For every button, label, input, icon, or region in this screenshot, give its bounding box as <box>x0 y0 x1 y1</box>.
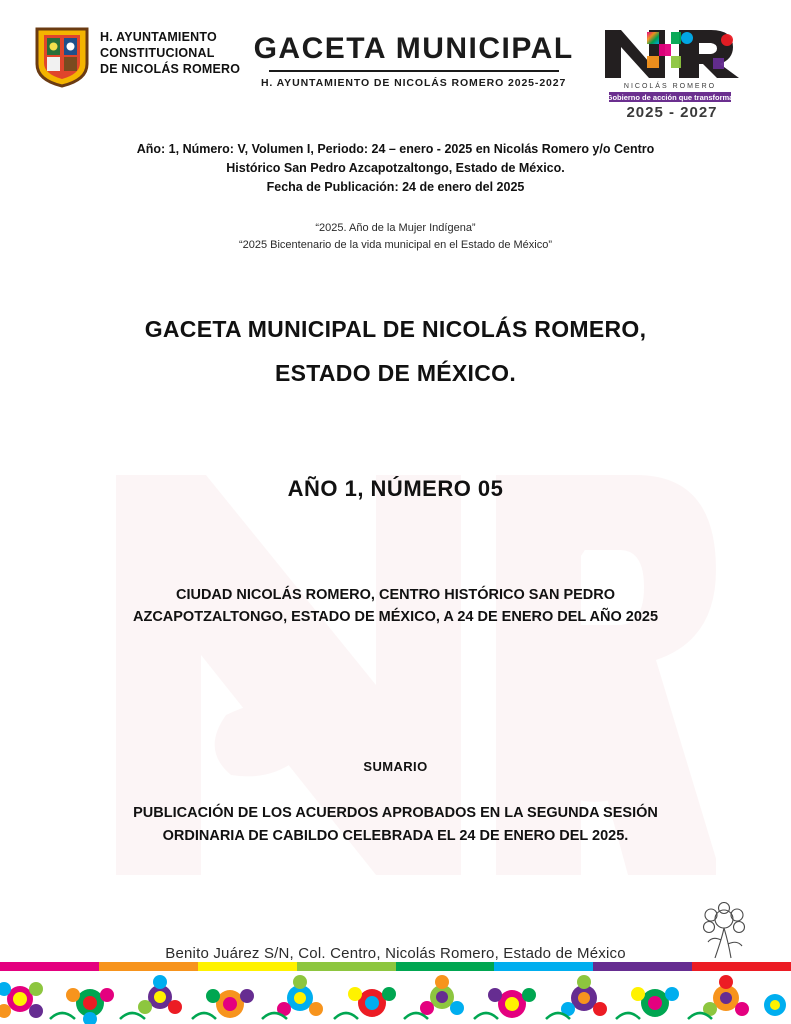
sumario-body <box>96 802 696 848</box>
meta-line-2: Histórico San Pedro Azcapotzaltongo, Estado de México. <box>226 160 565 175</box>
header-left-line-3: DE NICOLÁS ROMERO <box>100 62 241 76</box>
page-title-line-1: GACETA MUNICIPAL DE NICOLÁS ROMERO, <box>144 316 647 343</box>
meta-line-3: Fecha de Publicación: 24 de enero del 2025 <box>266 179 525 194</box>
header-left-block <box>34 26 240 88</box>
flower-illustration-icon <box>697 902 751 960</box>
svg-text:NICOLÁS ROMERO: NICOLÁS ROMERO <box>623 83 717 90</box>
gaceta-title: GACETA MUNICIPAL <box>253 32 574 65</box>
nicolas-romero-logo-icon <box>587 26 753 102</box>
slogan-line-1: “2025. Año de la Mujer Indígena” <box>315 222 476 235</box>
place-line-1: CIUDAD NICOLÁS ROMERO, CENTRO HISTÓRICO SAN PEDRO <box>175 586 616 603</box>
coat-of-arms-icon <box>34 26 90 88</box>
issue-number: AÑO 1, NÚMERO 05 <box>287 475 504 501</box>
publication-meta <box>96 140 696 196</box>
place-and-date <box>91 584 701 629</box>
sumario-line-2: ORDINARIA DE CABILDO CELEBRADA EL 24 DE ENERO DEL 2025. <box>162 827 629 844</box>
floral-pattern-art <box>0 971 791 1024</box>
header-left-line-1: H. AYUNTAMIENTO <box>100 30 217 44</box>
svg-text:Gobierno de acción que transfo: Gobierno de acción que transforma <box>606 93 734 102</box>
title-divider <box>269 70 559 72</box>
header-right-block <box>587 26 757 121</box>
header-center-block <box>254 26 574 89</box>
color-stripes <box>0 962 791 971</box>
sumario-line-1: PUBLICACIÓN DE LOS ACUERDOS APROBADOS EN LA SEGUNDA SESIÓN <box>133 804 658 821</box>
document-header <box>0 0 791 120</box>
footer-address: Benito Juárez S/N, Col. Centro, Nicolás Romero, Estado de México <box>165 945 626 962</box>
header-left-line-2: CONSTITUCIONAL <box>100 46 215 60</box>
gaceta-subtitle: H. AYUNTAMIENTO DE NICOLÁS ROMERO 2025-2027 <box>260 77 567 89</box>
place-line-2: AZCAPOTZALTONGO, ESTADO DE MÉXICO, A 24 DE ENERO DEL AÑO 2025 <box>132 609 659 626</box>
page-title-line-2: ESTADO DE MÉXICO. <box>274 360 517 387</box>
document-footer <box>0 945 791 962</box>
decorative-floral-band <box>0 962 791 1024</box>
header-left-text <box>100 26 240 77</box>
page-title <box>46 308 746 395</box>
slogan-line-2: “2025 Bicentenario de la vida municipal en el Estado de México” <box>238 239 553 252</box>
logo-years: 2025 - 2027 <box>626 104 718 121</box>
meta-line-1: Año: 1, Número: V, Volumen I, Periodo: 24 – enero - 2025 en Nicolás Romero y/o Centro <box>136 142 655 156</box>
sumario-heading: SUMARIO <box>363 758 428 774</box>
year-slogan <box>86 220 706 254</box>
